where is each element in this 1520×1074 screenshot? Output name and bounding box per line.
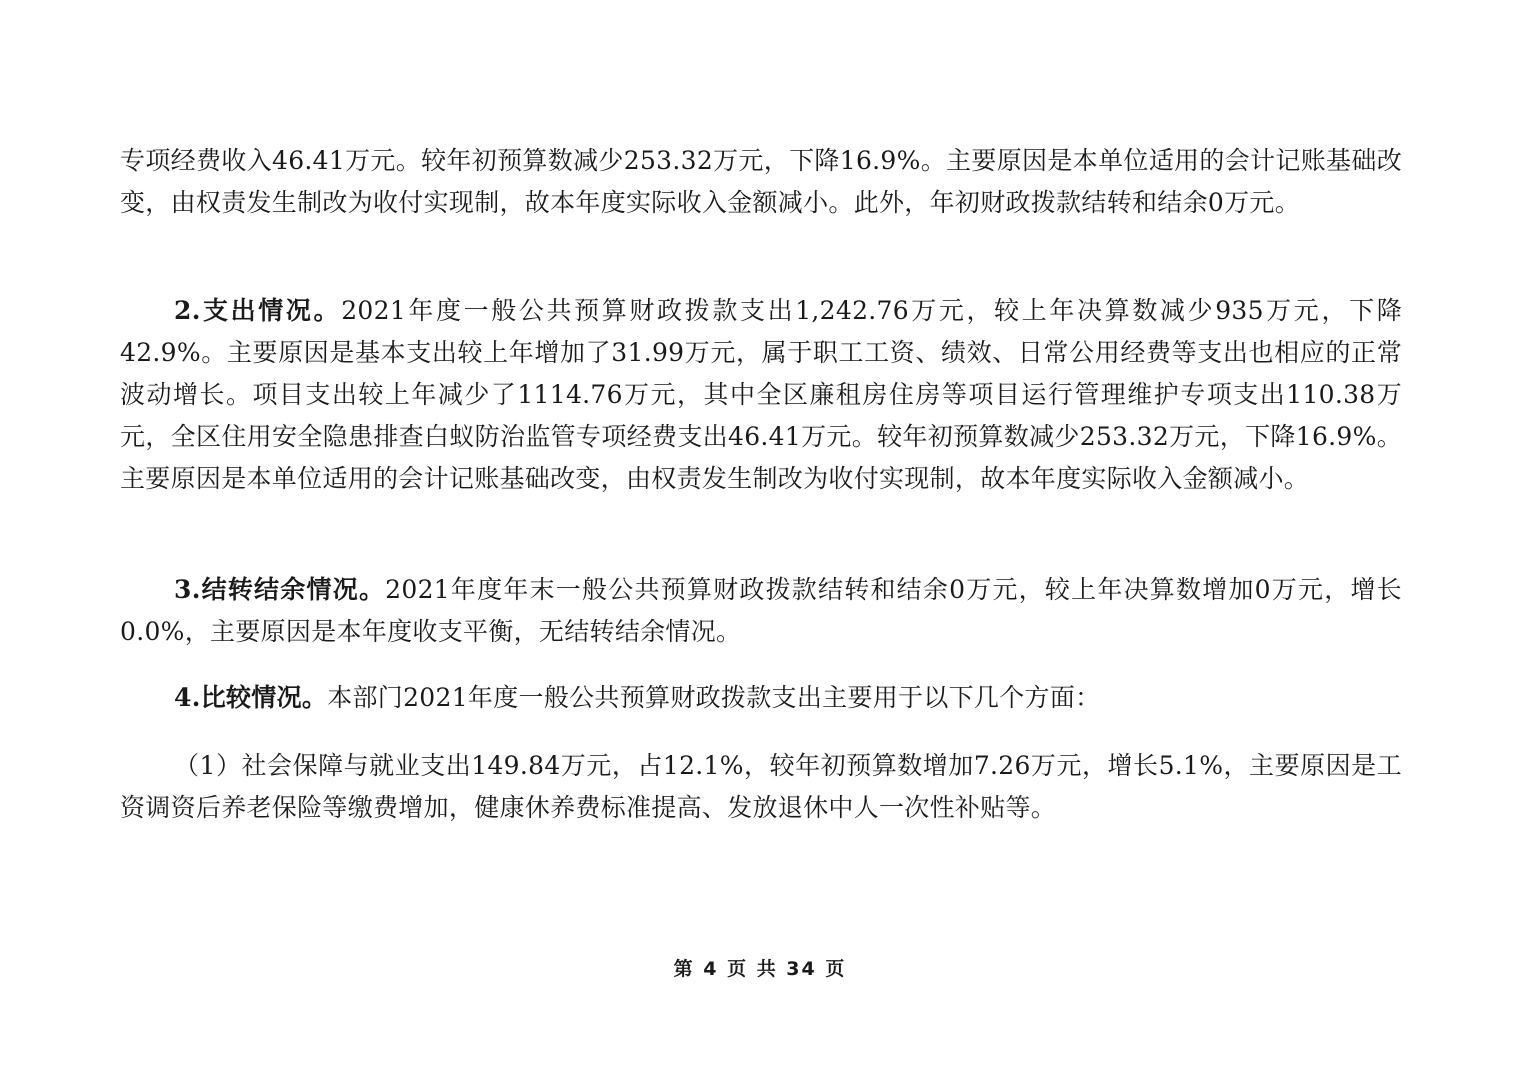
paragraph-text: 专项经费收入46.41万元。较年初预算数减少253.32万元，下降16.9%。主要原因是本单位适用的会计记账基础改变，由权责发生制改为收付实现制，故本年度实际收入金额减小。此外，年初财政拨款结转和结余0万元。: [120, 146, 1402, 217]
paragraph-text: 2021年度年末一般公共预算财政拨款结转和结余0万元，较上年决算数增加0万元，增长0.0%，主要原因是本年度收支平衡，无结转结余情况。: [120, 575, 1402, 646]
page-number: 第 4 页 共 34 页: [673, 958, 847, 980]
paragraph-text: （1）社会保障与就业支出149.84万元，占12.1%，较年初预算数增加7.26万元，增长5.1%，主要原因是工资调资后养老保险等缴费增加，健康休养费标准提高、发放退休中人一次性补贴等。: [120, 751, 1402, 822]
paragraph-carryover: [120, 569, 1402, 653]
paragraph-text: 2021年度一般公共预算财政拨款支出1,242.76万元，较上年决算数减少935万元，下降42.9%。主要原因是基本支出较上年增加了31.99万元，属于职工工资、绩效、日常公用经费等支出也相应的正常波动增长。项目支出较上年减少了1114.76万元，其中全区廉租房住房等项目运行管理维护专项支出110.38万元，全区住用安全隐患排查白蚁防治监管专项经费支出46.41万元。较年初预算数减少253.32万元，下降16.9%。主要原因是本单位适用的会计记账基础改变，由权责发生制改为收付实现制，故本年度实际收入金额减小。: [120, 296, 1403, 493]
paragraph-social-security: [120, 745, 1402, 829]
page-footer: [0, 954, 1520, 984]
paragraph-income-continued: [120, 140, 1402, 224]
paragraph-heading: 3.结转结余情况。: [174, 575, 386, 604]
paragraph-expenditure: [120, 290, 1402, 500]
paragraph-heading: 2.支出情况。: [174, 296, 342, 325]
paragraph-text: 本部门2021年度一般公共预算财政拨款支出主要用于以下几个方面：: [327, 683, 1101, 712]
paragraph-heading: 4.比较情况。: [174, 683, 328, 712]
paragraph-comparison: [120, 677, 1402, 719]
